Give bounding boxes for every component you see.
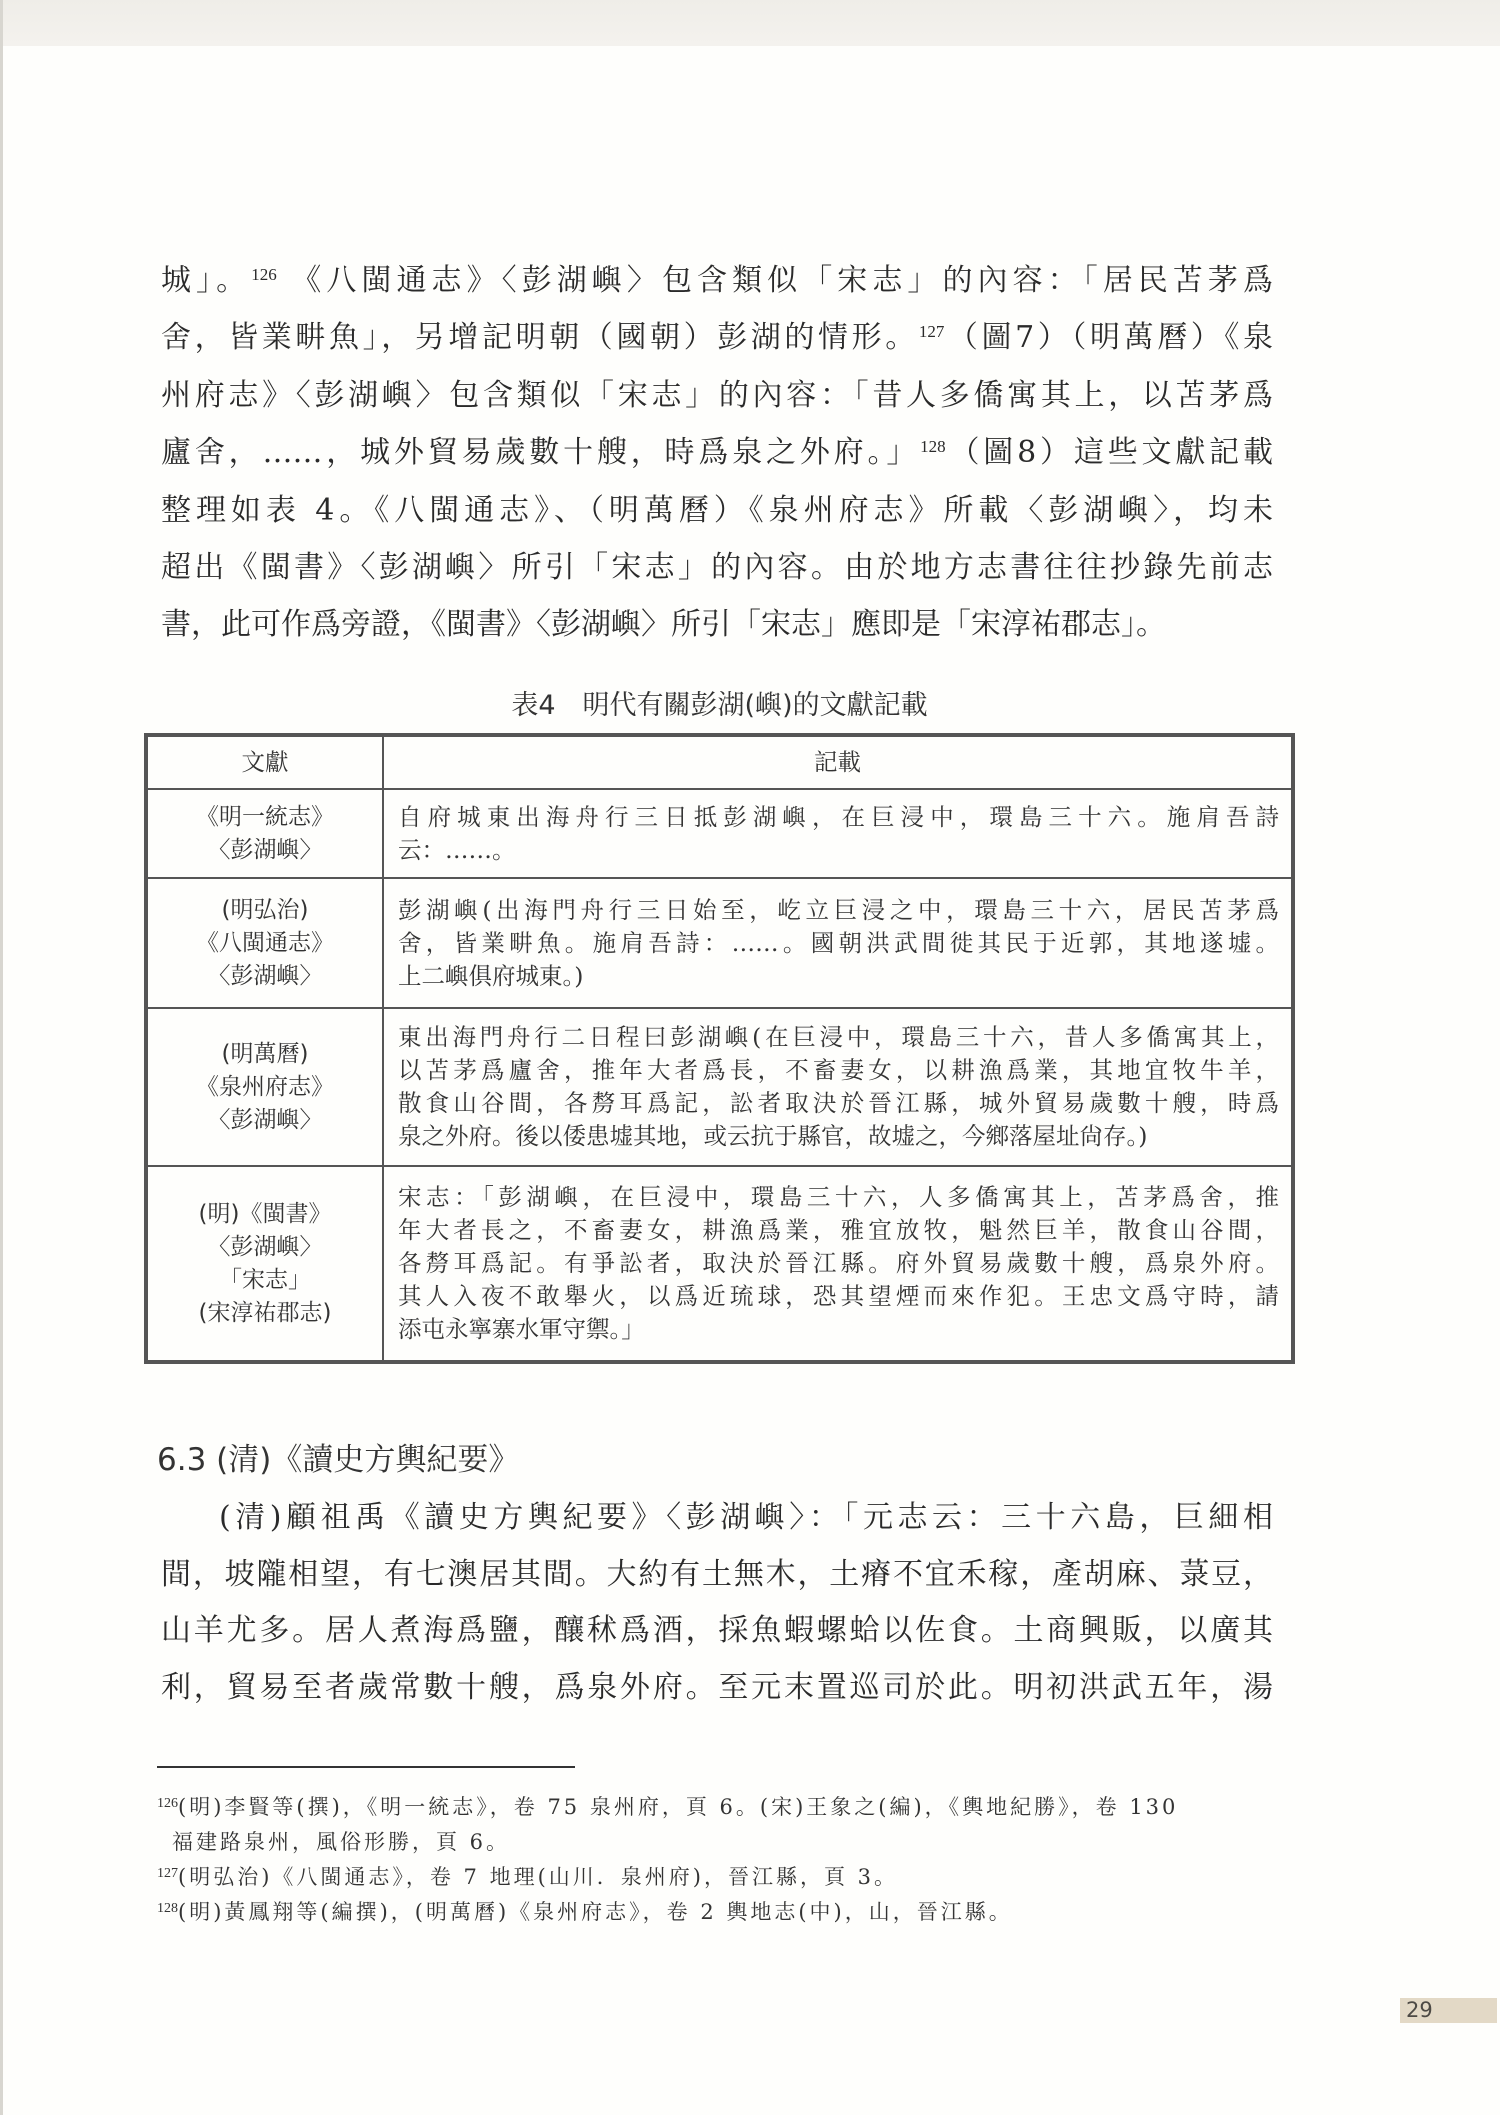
- table-row: [146, 1166, 1293, 1362]
- record-line: 彭湖嶼(出海門舟行三日始至，屹立巨浸之中，環島三十六，居民苫茅爲: [398, 895, 1279, 924]
- text-segment: 《八閩通志》〈彭湖嶼〉包含類似「宋志」的內容：「居民苫茅爲: [276, 263, 1273, 298]
- source-line: 「宋志」: [219, 1266, 311, 1293]
- footnote-text: 福建路泉州，風俗形勝，頁 6。: [172, 1830, 511, 1854]
- text-line: [161, 252, 1273, 309]
- footnotes: [157, 1790, 1297, 1930]
- footnote-text: (明弘治)《八閩通志》，卷 7 地理(山川．泉州府)，晉江縣，頁 3。: [178, 1865, 899, 1889]
- text-line: [161, 482, 1273, 539]
- table-caption: 表4 明代有關彭湖(嶼)的文獻記載: [511, 690, 928, 721]
- source-cell: [146, 789, 383, 878]
- footnote-number: 128: [157, 1901, 178, 1916]
- footnote-text: (明)李賢等(撰)，《明一統志》，卷 75 泉州府，頁 6。(宋)王象之(編)，《輿地紀勝》，卷 130: [178, 1795, 1179, 1819]
- footnote-127: [157, 1860, 1297, 1895]
- text-segment: 州府志》〈彭湖嶼〉包含類似「宋志」的內容：「昔人多僑寓其上，以苫茅爲: [161, 377, 1273, 413]
- text-line: [161, 309, 1273, 366]
- text-line: [161, 596, 1273, 653]
- text-segment: 超出《閩書》〈彭湖嶼〉所引「宋志」的內容。由於地方志書往往抄錄先前志: [161, 549, 1273, 585]
- text-line: 山羊尤多。居人煮海爲鹽，釀秫爲酒，採魚蝦螺蛤以佐食。土商興販，以廣其: [161, 1613, 1273, 1649]
- record-cell: [383, 878, 1293, 1008]
- source-line: 《泉州府志》: [196, 1073, 334, 1100]
- footnote-number: 126: [157, 1796, 178, 1811]
- record-line: 散食山谷間，各剺耳爲記，訟者取決於晉江縣，城外貿易歲數十艘，時爲: [398, 1089, 1279, 1117]
- source-line: 〈彭湖嶼〉: [207, 962, 323, 989]
- footnote-ref[interactable]: 128: [920, 437, 946, 457]
- text-segment: （圖8）這些文獻記載: [945, 435, 1273, 471]
- column-header-source: 文獻: [146, 735, 383, 789]
- section-paragraph: [161, 1490, 1273, 1716]
- record-line: 宋志：「彭湖嶼，在巨浸中，環島三十六，人多僑寓其上，苫茅爲舍，推: [398, 1183, 1279, 1211]
- text-segment: 城」。: [161, 263, 252, 298]
- source-line: 〈彭湖嶼〉: [207, 1106, 323, 1133]
- record-line: 舍，皆業畊魚。施肩吾詩：……。國朝洪武間徙其民于近郭，其地遂墟。: [398, 928, 1279, 957]
- record-line: 年大者長之，不畜妻女，耕漁爲業，雅宜放牧，魁然巨羊，散食山谷間，: [398, 1216, 1279, 1244]
- text-segment: 舍，皆業畊魚」，另增記明朝（國朝）彭湖的情形。: [161, 320, 919, 356]
- record-line: 泉之外府。後以倭患墟其地，或云抗于縣官，故墟之，今鄉落屋址尙存。): [398, 1122, 1148, 1150]
- record-cell: [383, 1166, 1293, 1362]
- table-row: [146, 878, 1293, 1008]
- table-row: [146, 1008, 1293, 1166]
- scan-left-edge: [0, 0, 3, 2115]
- text-segment: （圖7）（明萬曆）《泉: [944, 320, 1273, 356]
- text-segment: 廬舍，……，城外貿易歲數十艘，時爲泉之外府。」: [161, 435, 921, 471]
- source-line: (明弘治): [221, 896, 309, 923]
- record-line: 云：……。: [398, 835, 516, 864]
- page-number: 29: [1400, 1998, 1497, 2023]
- section-heading: 6.3 (清)《讀史方輿紀要》: [157, 1442, 520, 1478]
- text-line: [161, 424, 1273, 481]
- footnote-text: (明)黃鳳翔等(編撰)，(明萬曆)《泉州府志》，卷 2 輿地志(中)，山，晉江縣。: [178, 1900, 1013, 1924]
- text-segment: 書，此可作爲旁證，《閩書》〈彭湖嶼〉所引「宋志」應即是「宋淳祐郡志」。: [161, 607, 1166, 643]
- table-header-row: [146, 735, 1293, 789]
- text-line: (清)顧祖禹《讀史方輿紀要》〈彭湖嶼〉：「元志云：三十六島，巨細相: [219, 1500, 1273, 1535]
- table-row: [146, 789, 1293, 878]
- source-line: 〈彭湖嶼〉: [207, 836, 323, 863]
- source-line: 《八閩通志》: [196, 929, 334, 956]
- record-line: 自府城東出海舟行三日抵彭湖嶼，在巨浸中，環島三十六。施肩吾詩: [398, 802, 1279, 831]
- source-cell: [146, 878, 383, 1008]
- source-line: 《明一統志》: [196, 803, 334, 830]
- footnote-ref[interactable]: 126: [251, 265, 277, 284]
- source-line: 〈彭湖嶼〉: [207, 1233, 323, 1260]
- source-line: (明萬曆): [221, 1040, 309, 1067]
- footnote-126-cont: [157, 1825, 1297, 1860]
- source-cell: [146, 1008, 383, 1166]
- text-line: [161, 539, 1273, 596]
- footnote-ref[interactable]: 127: [918, 322, 945, 342]
- record-cell: [383, 1008, 1293, 1166]
- column-header-record: 記載: [383, 735, 1293, 789]
- source-cell: [146, 1166, 383, 1362]
- record-line: 各剺耳爲記。有爭訟者，取決於晉江縣。府外貿易歲數十艘，爲泉外府。: [398, 1249, 1279, 1277]
- record-line: 添屯永寧寨水軍守禦。」: [398, 1315, 645, 1343]
- scan-top-band: [0, 0, 1500, 46]
- text-line: [161, 367, 1273, 424]
- text-segment: 整理如表 4。《八閩通志》、（明萬曆）《泉州府志》所載〈彭湖嶼〉，均未: [161, 492, 1273, 528]
- footnote-number: 127: [157, 1866, 178, 1881]
- record-line: 上二嶼俱府城東。): [398, 961, 584, 990]
- text-line: 利，貿易至者歲常數十艘，爲泉外府。至元末置巡司於此。明初洪武五年，湯: [161, 1669, 1273, 1705]
- footnote-126: [157, 1790, 1297, 1825]
- documents-table: [144, 733, 1295, 1364]
- record-line: 其人入夜不敢舉火，以爲近琉球，恐其望煙而來作犯。王忠文爲守時，請: [398, 1282, 1279, 1310]
- record-line: 東出海門舟行二日程曰彭湖嶼(在巨浸中，環島三十六，昔人多僑寓其上，: [398, 1023, 1279, 1051]
- record-line: 以苫茅爲廬舍，推年大者爲長，不畜妻女，以耕漁爲業，其地宜牧牛羊，: [398, 1056, 1279, 1084]
- footnote-128: [157, 1895, 1297, 1930]
- source-line: (明)《閩書》: [198, 1200, 332, 1227]
- footnote-separator: [157, 1766, 575, 1768]
- text-line: 間，坡隴相望，有七澳居其間。大約有土無木，土瘠不宜禾稼，產胡麻、菉豆，: [161, 1556, 1273, 1592]
- source-line: (宋淳祐郡志): [198, 1299, 332, 1326]
- paragraph-continued: [161, 252, 1273, 654]
- record-cell: [383, 789, 1293, 878]
